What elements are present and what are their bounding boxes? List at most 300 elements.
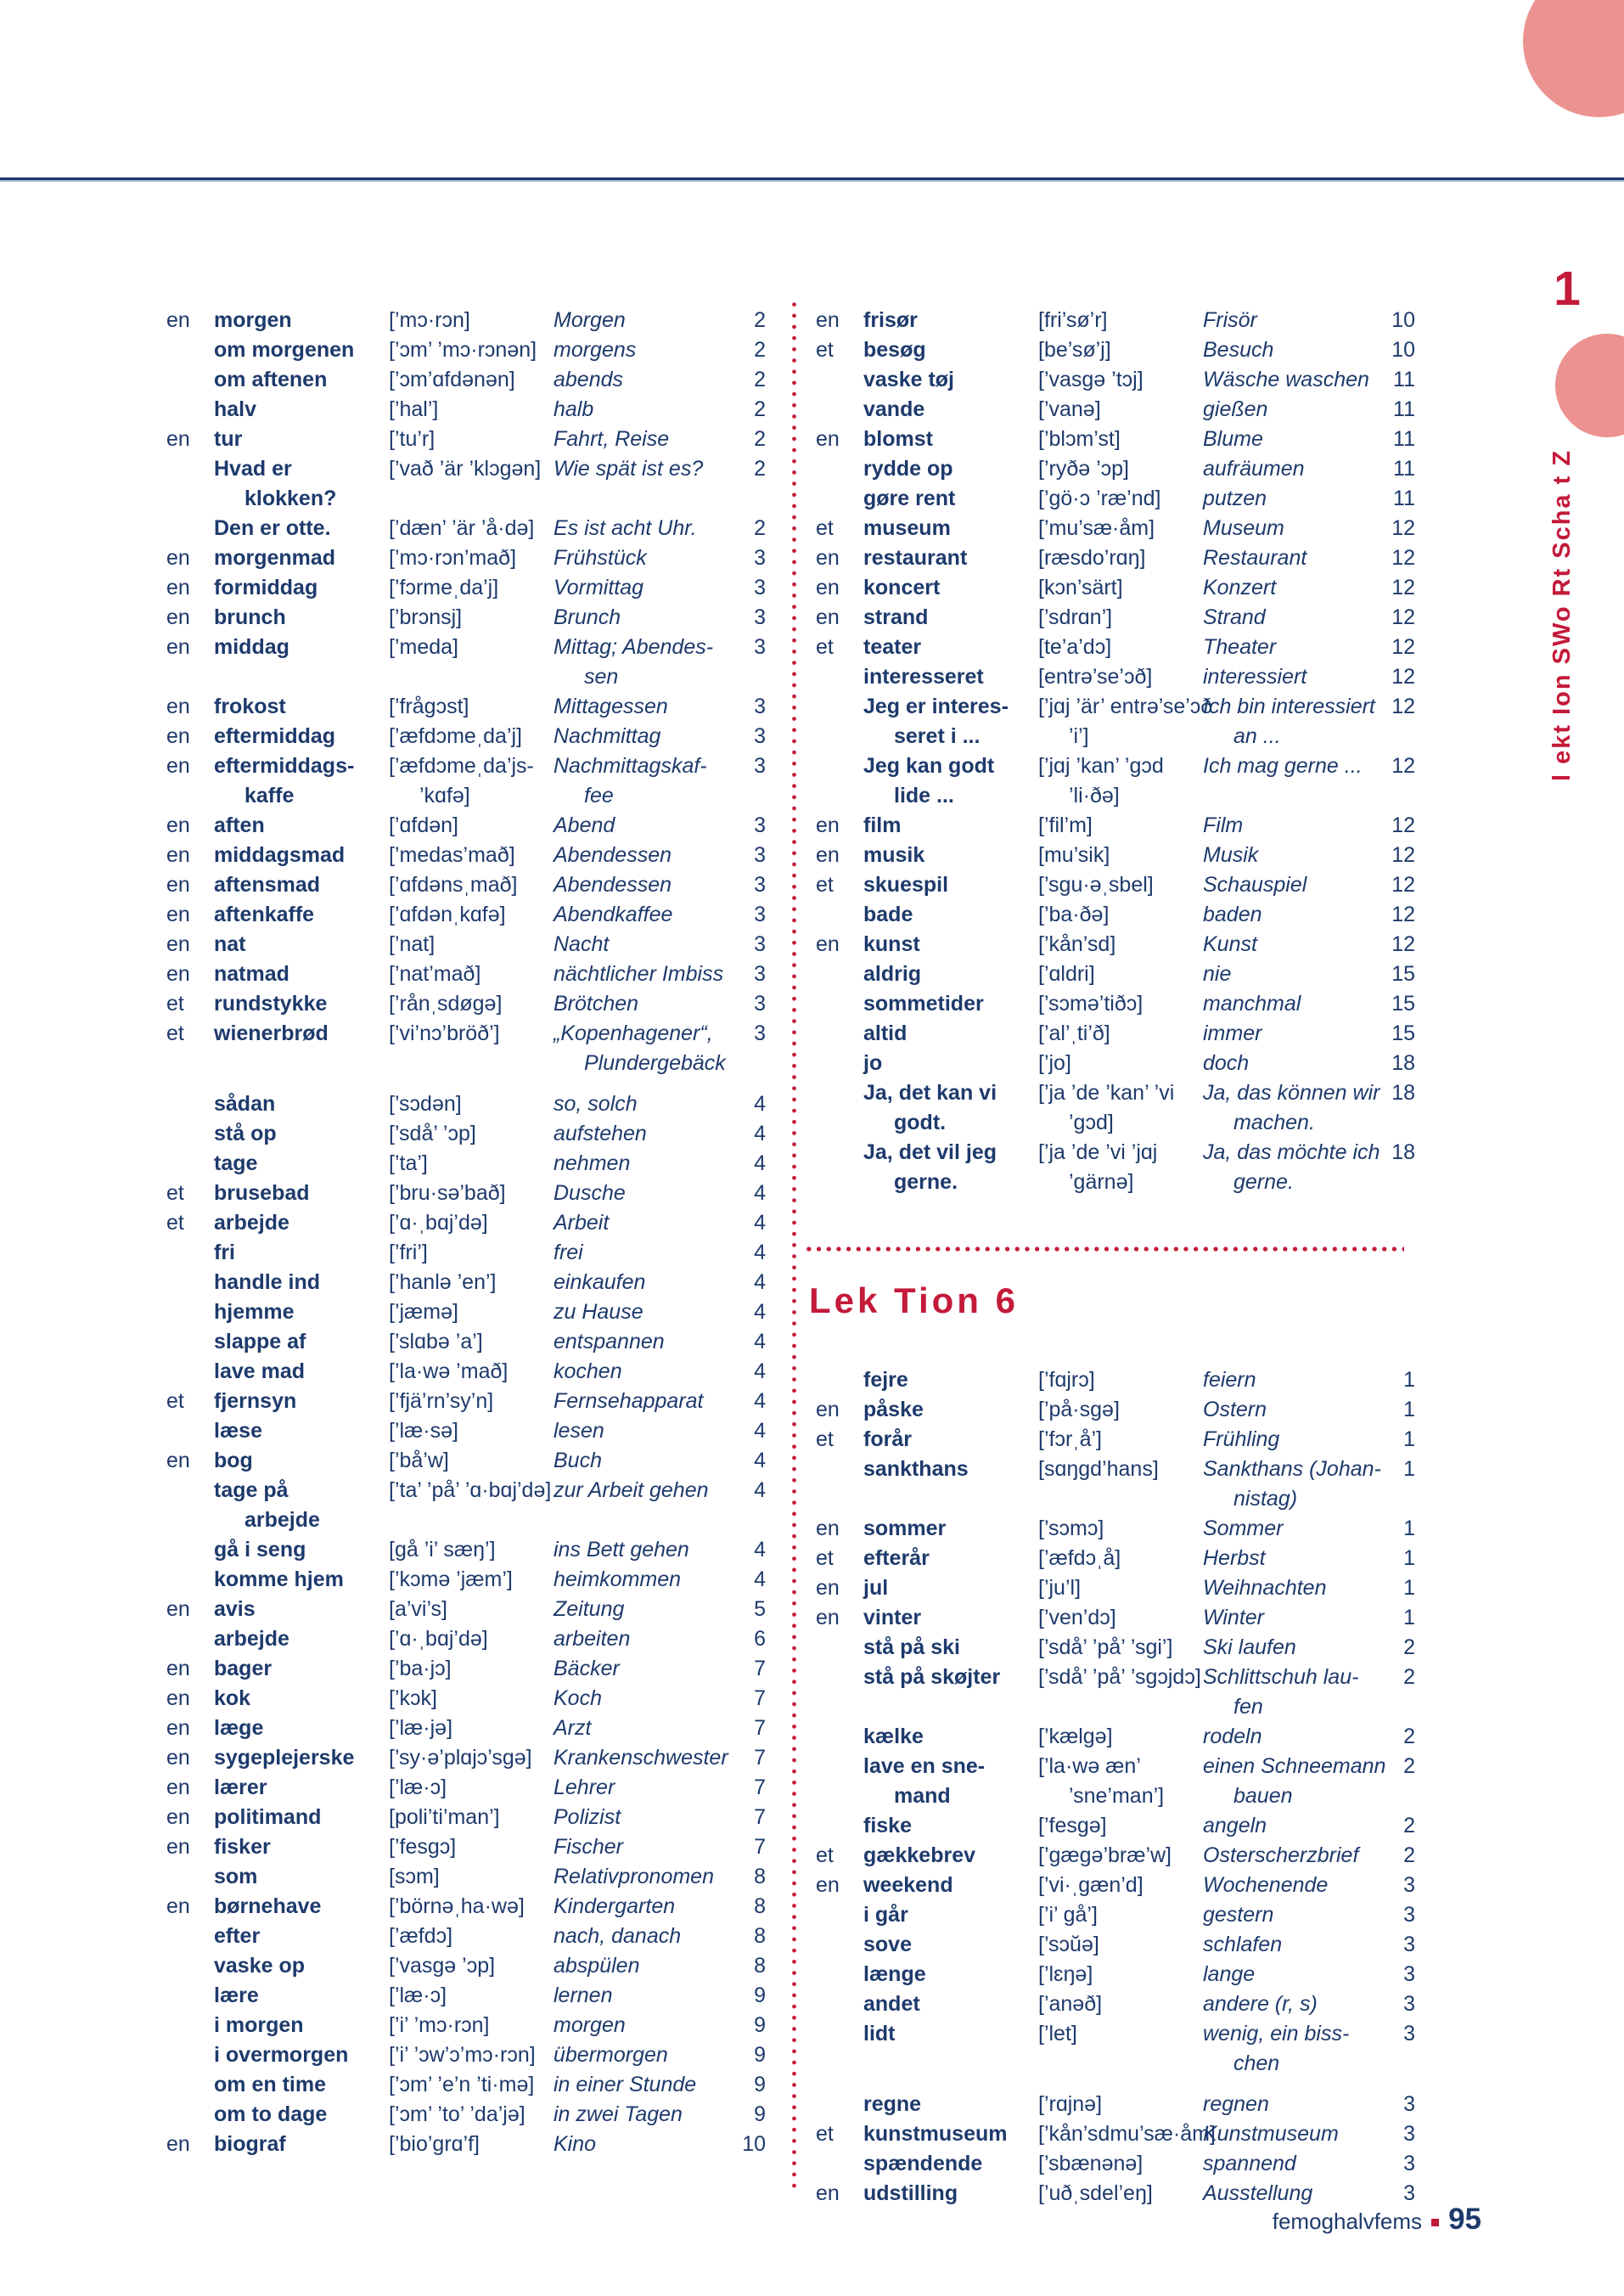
danish-word: brunch xyxy=(214,605,286,629)
danish-word: fjernsyn xyxy=(214,1389,297,1413)
article: et xyxy=(816,635,834,659)
vocab-row xyxy=(161,1922,766,1951)
german-translation: putzen xyxy=(1203,487,1267,510)
vocab-row xyxy=(161,1981,766,2011)
german-translation: so, solch xyxy=(554,1092,638,1116)
pronunciation: [’ɑ·ˌbɑj’də] xyxy=(389,1627,488,1651)
vocab-row xyxy=(161,1119,766,1149)
german-translation: Ausstellung xyxy=(1203,2181,1313,2205)
article: en xyxy=(166,1686,190,1710)
danish-word: om aftenen xyxy=(214,368,328,391)
german-translation: Nachmittagskaf- xyxy=(554,754,707,778)
german-translation: Strand xyxy=(1203,605,1266,629)
pronunciation: [’hal’] xyxy=(389,397,439,421)
page-ref: 15 xyxy=(1391,962,1415,986)
danish-word: tage xyxy=(214,1151,258,1175)
pronunciation: [’rånˌsdøgə] xyxy=(389,992,503,1016)
pronunciation: [’ɑldri] xyxy=(1038,962,1095,986)
pronunciation: [’kån’sdmu’sæ·åm] xyxy=(1038,2122,1216,2146)
danish-word: fejre xyxy=(863,1368,908,1392)
vocab-row xyxy=(161,1743,766,1773)
article: en xyxy=(816,1517,840,1540)
vocab-row xyxy=(161,573,766,603)
vocab-row xyxy=(161,306,766,335)
vocab-row xyxy=(811,2090,1415,2119)
german-translation: nächtlicher Imbiss xyxy=(554,962,724,986)
vocab-row xyxy=(811,841,1415,870)
german-translation: Ja, das können wir xyxy=(1203,1081,1380,1105)
pronunciation: [’ɔm’ ’mɔ·rɔnən] xyxy=(389,338,537,362)
article: en xyxy=(816,1576,840,1600)
danish-word: andet xyxy=(863,1992,920,2016)
german-translation: in zwei Tagen xyxy=(554,2102,683,2126)
page-ref: 12 xyxy=(1391,932,1415,956)
german-translation: angeln xyxy=(1203,1814,1267,1837)
german-translation: Ich mag gerne ... xyxy=(1203,754,1363,778)
danish-word: lidt xyxy=(863,2022,896,2046)
article: en xyxy=(166,843,190,867)
danish-word: aften xyxy=(214,813,265,837)
page-ref: 9 xyxy=(754,2013,766,2037)
vocab-row xyxy=(811,1078,1415,1108)
danish-word: kok xyxy=(214,1686,251,1710)
vocab-row xyxy=(161,1208,766,1238)
german-translation: nehmen xyxy=(554,1151,631,1175)
german-translation: an ... xyxy=(1233,724,1281,748)
danish-word: nat xyxy=(214,932,246,956)
vocab-row xyxy=(811,1930,1415,1960)
page-ref: 12 xyxy=(1391,516,1415,540)
vocab-row xyxy=(161,1297,766,1327)
page-ref: 2 xyxy=(754,457,766,481)
vocab-row xyxy=(811,870,1415,900)
page-ref: 2 xyxy=(1403,1635,1415,1659)
pronunciation: [’sɔdən] xyxy=(389,1092,462,1116)
article: en xyxy=(166,576,190,599)
pronunciation: [’ba·jɔ] xyxy=(389,1657,452,1680)
vocab-row xyxy=(811,2019,1415,2049)
vocab-row xyxy=(161,930,766,959)
german-translation: doch xyxy=(1203,1051,1250,1075)
german-translation: rodeln xyxy=(1203,1725,1262,1748)
danish-word: lærer xyxy=(214,1775,267,1799)
danish-word: eftermiddag xyxy=(214,724,336,748)
page-ref: 3 xyxy=(754,754,766,778)
article: en xyxy=(166,754,190,778)
german-translation: kochen xyxy=(554,1359,622,1383)
danish-word: om en time xyxy=(214,2073,326,2096)
vocab-row xyxy=(161,900,766,930)
german-translation: Arbeit xyxy=(554,1211,610,1235)
danish-word: natmad xyxy=(214,962,289,986)
danish-word: aldrig xyxy=(863,962,922,986)
danish-word: sommetider xyxy=(863,992,984,1016)
page-ref: 4 xyxy=(754,1241,766,1264)
article: en xyxy=(166,724,190,748)
article: en xyxy=(166,1597,190,1621)
german-translation: Film xyxy=(1203,813,1244,837)
pronunciation: [’læ·sə] xyxy=(389,1419,458,1443)
german-translation: interessiert xyxy=(1203,665,1307,689)
side-tab-label-wortschatz: l ekt Ion SWo Rt Scha t Z xyxy=(1548,448,1576,781)
danish-word: jo xyxy=(863,1051,883,1075)
german-translation: Osterscherzbrief xyxy=(1203,1843,1359,1867)
article: en xyxy=(166,1746,190,1770)
page-ref: 8 xyxy=(754,1954,766,1978)
pronunciation: [’let] xyxy=(1038,2022,1077,2046)
vocab-row xyxy=(161,484,766,514)
german-translation: aufstehen xyxy=(554,1122,647,1145)
danish-word: brusebad xyxy=(214,1181,310,1205)
vocab-row xyxy=(811,425,1415,454)
page-ref: 3 xyxy=(1403,1903,1415,1927)
vocab-row xyxy=(161,1773,766,1803)
pronunciation: [’ɔm’ɑfdənən] xyxy=(389,368,515,391)
article: en xyxy=(816,308,840,332)
german-translation: Schlittschuh lau- xyxy=(1203,1665,1359,1689)
page-ref: 4 xyxy=(754,1330,766,1353)
danish-word: fisker xyxy=(214,1835,271,1859)
german-translation: Ski laufen xyxy=(1203,1635,1296,1659)
german-translation: abends xyxy=(554,368,624,391)
page-ref: 3 xyxy=(1403,2022,1415,2046)
vocab-row xyxy=(811,454,1415,484)
page-ref: 3 xyxy=(1403,1962,1415,1986)
page-ref: 4 xyxy=(754,1449,766,1472)
german-translation: lesen xyxy=(554,1419,604,1443)
vocab-row xyxy=(811,692,1415,722)
article: et xyxy=(816,516,834,540)
page-ref: 10 xyxy=(1391,308,1415,332)
vocab-row xyxy=(811,365,1415,395)
article: en xyxy=(166,1775,190,1799)
danish-word: Jeg kan godt xyxy=(863,754,995,778)
danish-word: museum xyxy=(863,516,951,540)
pronunciation: [te’a’dɔ] xyxy=(1038,635,1112,659)
danish-word: i går xyxy=(863,1903,908,1927)
vocab-row xyxy=(161,395,766,425)
page-footer xyxy=(1273,2204,1481,2237)
pronunciation: [’medas’mað] xyxy=(389,843,515,867)
pronunciation: [’sɔmɔ] xyxy=(1038,1517,1104,1540)
german-translation: Mittag; Abendes- xyxy=(554,635,714,659)
pronunciation: [’jɑj ’kan’ ’gɔd xyxy=(1038,754,1164,778)
vocab-row xyxy=(161,2040,766,2070)
german-translation: sen xyxy=(584,665,619,689)
danish-word: bade xyxy=(863,903,913,926)
pronunciation: ’li·ðə] xyxy=(1069,784,1120,808)
pronunciation: [’ryðə ’ɔp] xyxy=(1038,457,1129,481)
danish-word: læge xyxy=(214,1716,264,1740)
german-translation: feiern xyxy=(1203,1368,1256,1392)
pronunciation: [’fjä’rn’sy’n] xyxy=(389,1389,494,1413)
german-translation: Lehrer xyxy=(554,1775,615,1799)
page-ref: 4 xyxy=(754,1151,766,1175)
dotted-separator-horizontal xyxy=(804,1246,1404,1252)
vocab-row xyxy=(811,514,1415,543)
page-ref: 3 xyxy=(754,576,766,599)
page-ref: 12 xyxy=(1391,843,1415,867)
page-ref: 4 xyxy=(754,1300,766,1324)
german-translation: Plundergebäck xyxy=(584,1051,726,1075)
german-translation: Morgen xyxy=(554,308,626,332)
pronunciation: [’æfdɔˌå] xyxy=(1038,1546,1121,1570)
pronunciation: [gå ’i’ sæŋ’] xyxy=(389,1538,496,1562)
pronunciation: [’gægə’bræ’w] xyxy=(1038,1843,1172,1867)
vocab-row xyxy=(811,484,1415,514)
vocab-row xyxy=(161,1803,766,1832)
german-translation: bauen xyxy=(1233,1784,1293,1808)
pronunciation: [’hanlə ’en’] xyxy=(389,1270,497,1294)
german-translation: abspülen xyxy=(554,1954,640,1978)
pronunciation: [’vað ’är ’klɔgən] xyxy=(389,457,542,481)
page-ref: 4 xyxy=(754,1478,766,1502)
german-translation: manchmal xyxy=(1203,992,1301,1016)
page-ref: 12 xyxy=(1391,576,1415,599)
article: en xyxy=(166,605,190,629)
decorative-circle-large xyxy=(1523,0,1624,117)
article: en xyxy=(166,308,190,332)
vocab-row xyxy=(811,1425,1415,1455)
german-translation: Blume xyxy=(1203,427,1263,451)
page-ref: 12 xyxy=(1391,635,1415,659)
pronunciation: [’fesgɔ] xyxy=(389,1835,457,1859)
german-translation: Wäsche waschen xyxy=(1203,368,1369,391)
german-translation: Theater xyxy=(1203,635,1277,659)
pronunciation: [’sdå’ ’på’ ’sgɔjdɔ] xyxy=(1038,1665,1201,1689)
vocab-row xyxy=(161,811,766,841)
danish-word: halv xyxy=(214,397,257,421)
page-ref: 9 xyxy=(754,2102,766,2126)
german-translation: Mittagessen xyxy=(554,695,668,718)
page-ref: 3 xyxy=(754,724,766,748)
vocab-row xyxy=(161,633,766,662)
page-ref: 1 xyxy=(1403,1576,1415,1600)
page-ref: 2 xyxy=(754,516,766,540)
danish-word: spændende xyxy=(863,2152,983,2175)
pronunciation: [’lɛŋə] xyxy=(1038,1962,1093,1986)
pronunciation: [’sdå’ ’på’ ’sgi’] xyxy=(1038,1635,1173,1659)
article: en xyxy=(166,903,190,926)
german-translation: Wochenende xyxy=(1203,1873,1329,1897)
danish-word: Jeg er interes- xyxy=(863,695,1009,718)
german-translation: nie xyxy=(1203,962,1232,986)
german-translation: zur Arbeit gehen xyxy=(554,1478,709,1502)
german-translation: Krankenschwester xyxy=(554,1746,728,1770)
danish-word: Ja, det vil jeg xyxy=(863,1140,997,1164)
vocab-row xyxy=(811,781,1415,811)
vocab-row xyxy=(811,1019,1415,1049)
pronunciation: [’fri’] xyxy=(389,1241,428,1264)
vocab-row xyxy=(161,1238,766,1268)
danish-word: avis xyxy=(214,1597,256,1621)
danish-word: stå op xyxy=(214,1122,277,1145)
vocab-row xyxy=(161,692,766,722)
vocab-row xyxy=(811,1395,1415,1425)
pronunciation: [’jæmə] xyxy=(389,1300,458,1324)
danish-word: forår xyxy=(863,1427,912,1451)
german-translation: Brötchen xyxy=(554,992,639,1016)
vocab-row xyxy=(811,1960,1415,1989)
vocab-row xyxy=(811,1633,1415,1663)
danish-word: eftermiddags- xyxy=(214,754,355,778)
pronunciation: ’sne’man’] xyxy=(1069,1784,1165,1808)
vocab-row xyxy=(811,1692,1415,1722)
page-ref: 3 xyxy=(1403,2152,1415,2175)
vocab-row xyxy=(811,1663,1415,1692)
danish-word: vinter xyxy=(863,1606,922,1629)
article: et xyxy=(816,2122,834,2146)
pronunciation: ’gärnə] xyxy=(1069,1170,1134,1194)
pronunciation: [’ɑfdənsˌmað] xyxy=(389,873,518,897)
vocab-column-left xyxy=(161,306,766,2159)
german-translation: gestern xyxy=(1203,1903,1274,1927)
danish-word: film xyxy=(863,813,902,837)
pronunciation: [’börnəˌha·wə] xyxy=(389,1894,525,1918)
vocab-row xyxy=(811,1108,1415,1138)
page-ref: 3 xyxy=(1403,1992,1415,2016)
german-translation: spannend xyxy=(1203,2152,1296,2175)
vocab-row xyxy=(811,722,1415,751)
page-ref: 4 xyxy=(754,1122,766,1145)
page-ref: 3 xyxy=(1403,1933,1415,1956)
german-translation: Relativpronomen xyxy=(554,1865,714,1888)
page-ref: 3 xyxy=(754,992,766,1016)
article: en xyxy=(166,1449,190,1472)
danish-word: gå i seng xyxy=(214,1538,306,1562)
article: et xyxy=(816,1546,834,1570)
pronunciation: [entrə’se’ɔð] xyxy=(1038,665,1153,689)
german-translation: Buch xyxy=(554,1449,602,1472)
vocab-row xyxy=(811,662,1415,692)
danish-word: morgen xyxy=(214,308,292,332)
vocab-row xyxy=(811,1049,1415,1078)
german-translation: Kindergarten xyxy=(554,1894,676,1918)
pronunciation: [’ɑfdənˌkɑfə] xyxy=(389,903,506,926)
pronunciation: ’kɑfə] xyxy=(419,784,470,808)
danish-word: klokken? xyxy=(244,487,337,510)
vocab-row xyxy=(811,335,1415,365)
article: en xyxy=(166,962,190,986)
vocab-row xyxy=(811,603,1415,633)
danish-word: efter xyxy=(214,1924,261,1948)
german-translation: Schauspiel xyxy=(1203,873,1307,897)
vocab-row xyxy=(161,959,766,989)
pronunciation: [a’vi’s] xyxy=(389,1597,448,1621)
page-ref: 4 xyxy=(754,1567,766,1591)
page-ref: 18 xyxy=(1391,1051,1415,1075)
vocab-row xyxy=(161,1535,766,1565)
page-ref: 3 xyxy=(754,903,766,926)
page-ref: 7 xyxy=(754,1775,766,1799)
danish-word: kælke xyxy=(863,1725,924,1748)
german-translation: Frisör xyxy=(1203,308,1257,332)
german-translation: Abend xyxy=(554,813,615,837)
pronunciation: [’i’ gå’] xyxy=(1038,1903,1098,1927)
page-ref: 9 xyxy=(754,2043,766,2067)
danish-word: skuespil xyxy=(863,873,949,897)
german-translation: Fahrt, Reise xyxy=(554,427,670,451)
german-translation: Vormittag xyxy=(554,576,644,599)
vocab-row xyxy=(161,1149,766,1179)
article: en xyxy=(166,695,190,718)
pronunciation: [’kælgə] xyxy=(1038,1725,1113,1748)
german-translation: Konzert xyxy=(1203,576,1277,599)
german-translation: schlafen xyxy=(1203,1933,1283,1956)
german-translation: einkaufen xyxy=(554,1270,646,1294)
danish-word: besøg xyxy=(863,338,926,362)
german-translation: Bäcker xyxy=(554,1657,620,1680)
danish-word: altid xyxy=(863,1021,908,1045)
danish-word: wienerbrød xyxy=(214,1021,329,1045)
footer-page-number: 95 xyxy=(1448,2203,1481,2236)
german-translation: Museum xyxy=(1203,516,1284,540)
german-translation: halb xyxy=(554,397,594,421)
danish-word: vaske tøj xyxy=(863,368,955,391)
german-translation: Ostern xyxy=(1203,1398,1267,1421)
vocab-row xyxy=(811,1573,1415,1603)
page-ref: 2 xyxy=(754,308,766,332)
vocab-row xyxy=(161,751,766,781)
german-translation: Musik xyxy=(1203,843,1259,867)
page-ref: 3 xyxy=(754,813,766,837)
danish-word: arbejde xyxy=(214,1627,289,1651)
danish-word: fri xyxy=(214,1241,235,1264)
german-translation: in einer Stunde xyxy=(554,2073,697,2096)
danish-word: middag xyxy=(214,635,289,659)
page-ref: 12 xyxy=(1391,873,1415,897)
danish-word: rydde op xyxy=(863,457,953,481)
danish-word: arbejde xyxy=(244,1508,320,1532)
page-ref: 7 xyxy=(754,1716,766,1740)
page-ref: 3 xyxy=(754,605,766,629)
pronunciation: [’sɔŭə] xyxy=(1038,1933,1099,1956)
vocab-row xyxy=(161,1019,766,1049)
article: en xyxy=(816,2181,840,2205)
german-translation: immer xyxy=(1203,1021,1262,1045)
vocab-row xyxy=(811,1841,1415,1871)
page-ref: 1 xyxy=(1403,1368,1415,1392)
article: en xyxy=(166,1716,190,1740)
article: et xyxy=(166,1211,184,1235)
pronunciation: [’i’ ’mɔ·rɔn] xyxy=(389,2013,490,2037)
article: et xyxy=(166,1389,184,1413)
vocab-row xyxy=(161,1357,766,1387)
german-translation: Abendessen xyxy=(554,843,672,867)
vocab-row xyxy=(811,2149,1415,2179)
danish-word: koncert xyxy=(863,576,941,599)
vocab-row xyxy=(811,751,1415,781)
pronunciation: [’læ·ɔ] xyxy=(389,1984,447,2007)
vocab-row xyxy=(161,989,766,1019)
danish-word: læse xyxy=(214,1419,262,1443)
page-ref: 7 xyxy=(754,1835,766,1859)
vocab-row xyxy=(161,1892,766,1922)
danish-word: mand xyxy=(894,1784,951,1808)
page-ref: 15 xyxy=(1391,992,1415,1016)
page-ref: 8 xyxy=(754,1894,766,1918)
german-translation: machen. xyxy=(1233,1111,1315,1134)
vocab-row xyxy=(811,1900,1415,1930)
page-ref: 3 xyxy=(754,962,766,986)
vocab-row xyxy=(811,989,1415,1019)
german-translation: chen xyxy=(1233,2051,1280,2075)
danish-word: interesseret xyxy=(863,665,984,689)
page-ref: 10 xyxy=(742,2132,766,2156)
danish-word: hjemme xyxy=(214,1300,295,1324)
vocab-column-right-lektion5 xyxy=(811,306,1415,1197)
page-ref: 7 xyxy=(754,1657,766,1680)
